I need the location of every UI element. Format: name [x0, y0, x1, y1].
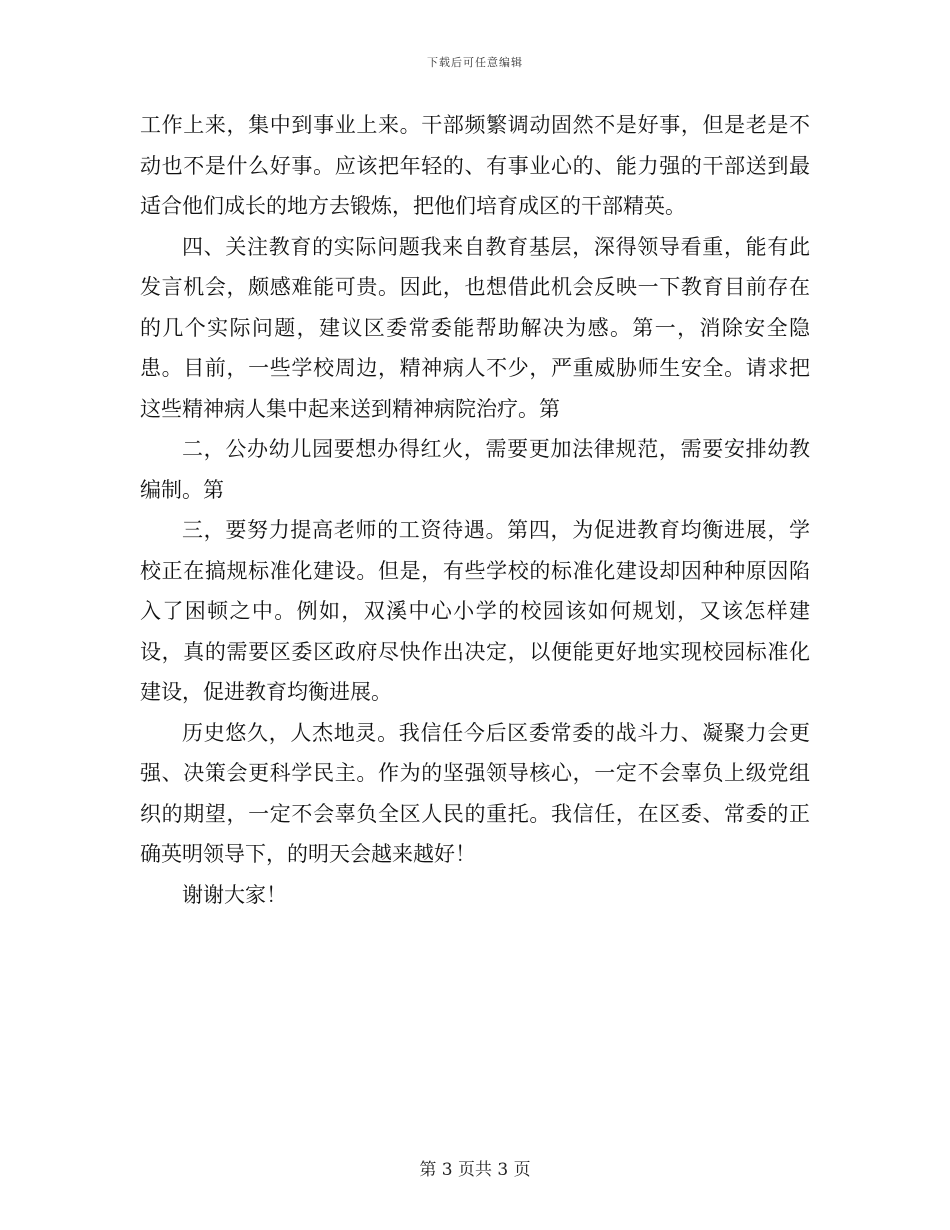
paragraph-education-issues: 四、关注教育的实际问题我来自教育基层，深得领导看重，能有此发言机会，颇感难能可贵。因此，也想借此机会反映一下教育目前存在的几个实际问题，建议区委常委能帮助解决为感。第一，消除安全隐患。目前，一些学校周边，精神病人不少，严重威胁师生安全。请求把这些精神病人集中起来送到精神病院治疗。第: [140, 234, 810, 421]
paragraph-closing-remarks: 历史悠久，人杰地灵。我信任今后区委常委的战斗力、凝聚力会更强、决策会更科学民主。作为的坚强领导核心，一定不会辜负上级党组织的期望，一定不会辜负全区人民的重托。我信任，在区委、常委的正确英明领导下，的明天会越来越好！: [140, 720, 810, 866]
page-number: 第 3 页共 3 页: [419, 1160, 531, 1180]
document-body: [140, 105, 810, 915]
page-header-note: 下载后可任意编辑: [427, 56, 523, 69]
paragraph-continuation: 工作上来，集中到事业上来。干部频繁调动固然不是好事，但是老是不动也不是什么好事。应该把年轻的、有事业心的、能力强的干部送到最适合他们成长的地方去锻炼，把他们培育成区的干部精英。: [140, 113, 810, 218]
paragraph-teacher-salary: 三，要努力提高老师的工资待遇。第四，为促进教育均衡进展，学校正在搞规标准化建设。但是，有些学校的标准化建设却因种种原因陷入了困顿之中。例如，双溪中心小学的校园该如何规划，又该怎样建设，真的需要区委区政府尽快作出决定，以便能更好地实现校园标准化建设，促进教育均衡进展。: [140, 518, 810, 704]
paragraph-kindergarten: 二，公办幼儿园要想办得红火，需要更加法律规范，需要安排幼教编制。第: [140, 437, 810, 502]
paragraph-thanks: 谢谢大家！: [182, 882, 287, 907]
